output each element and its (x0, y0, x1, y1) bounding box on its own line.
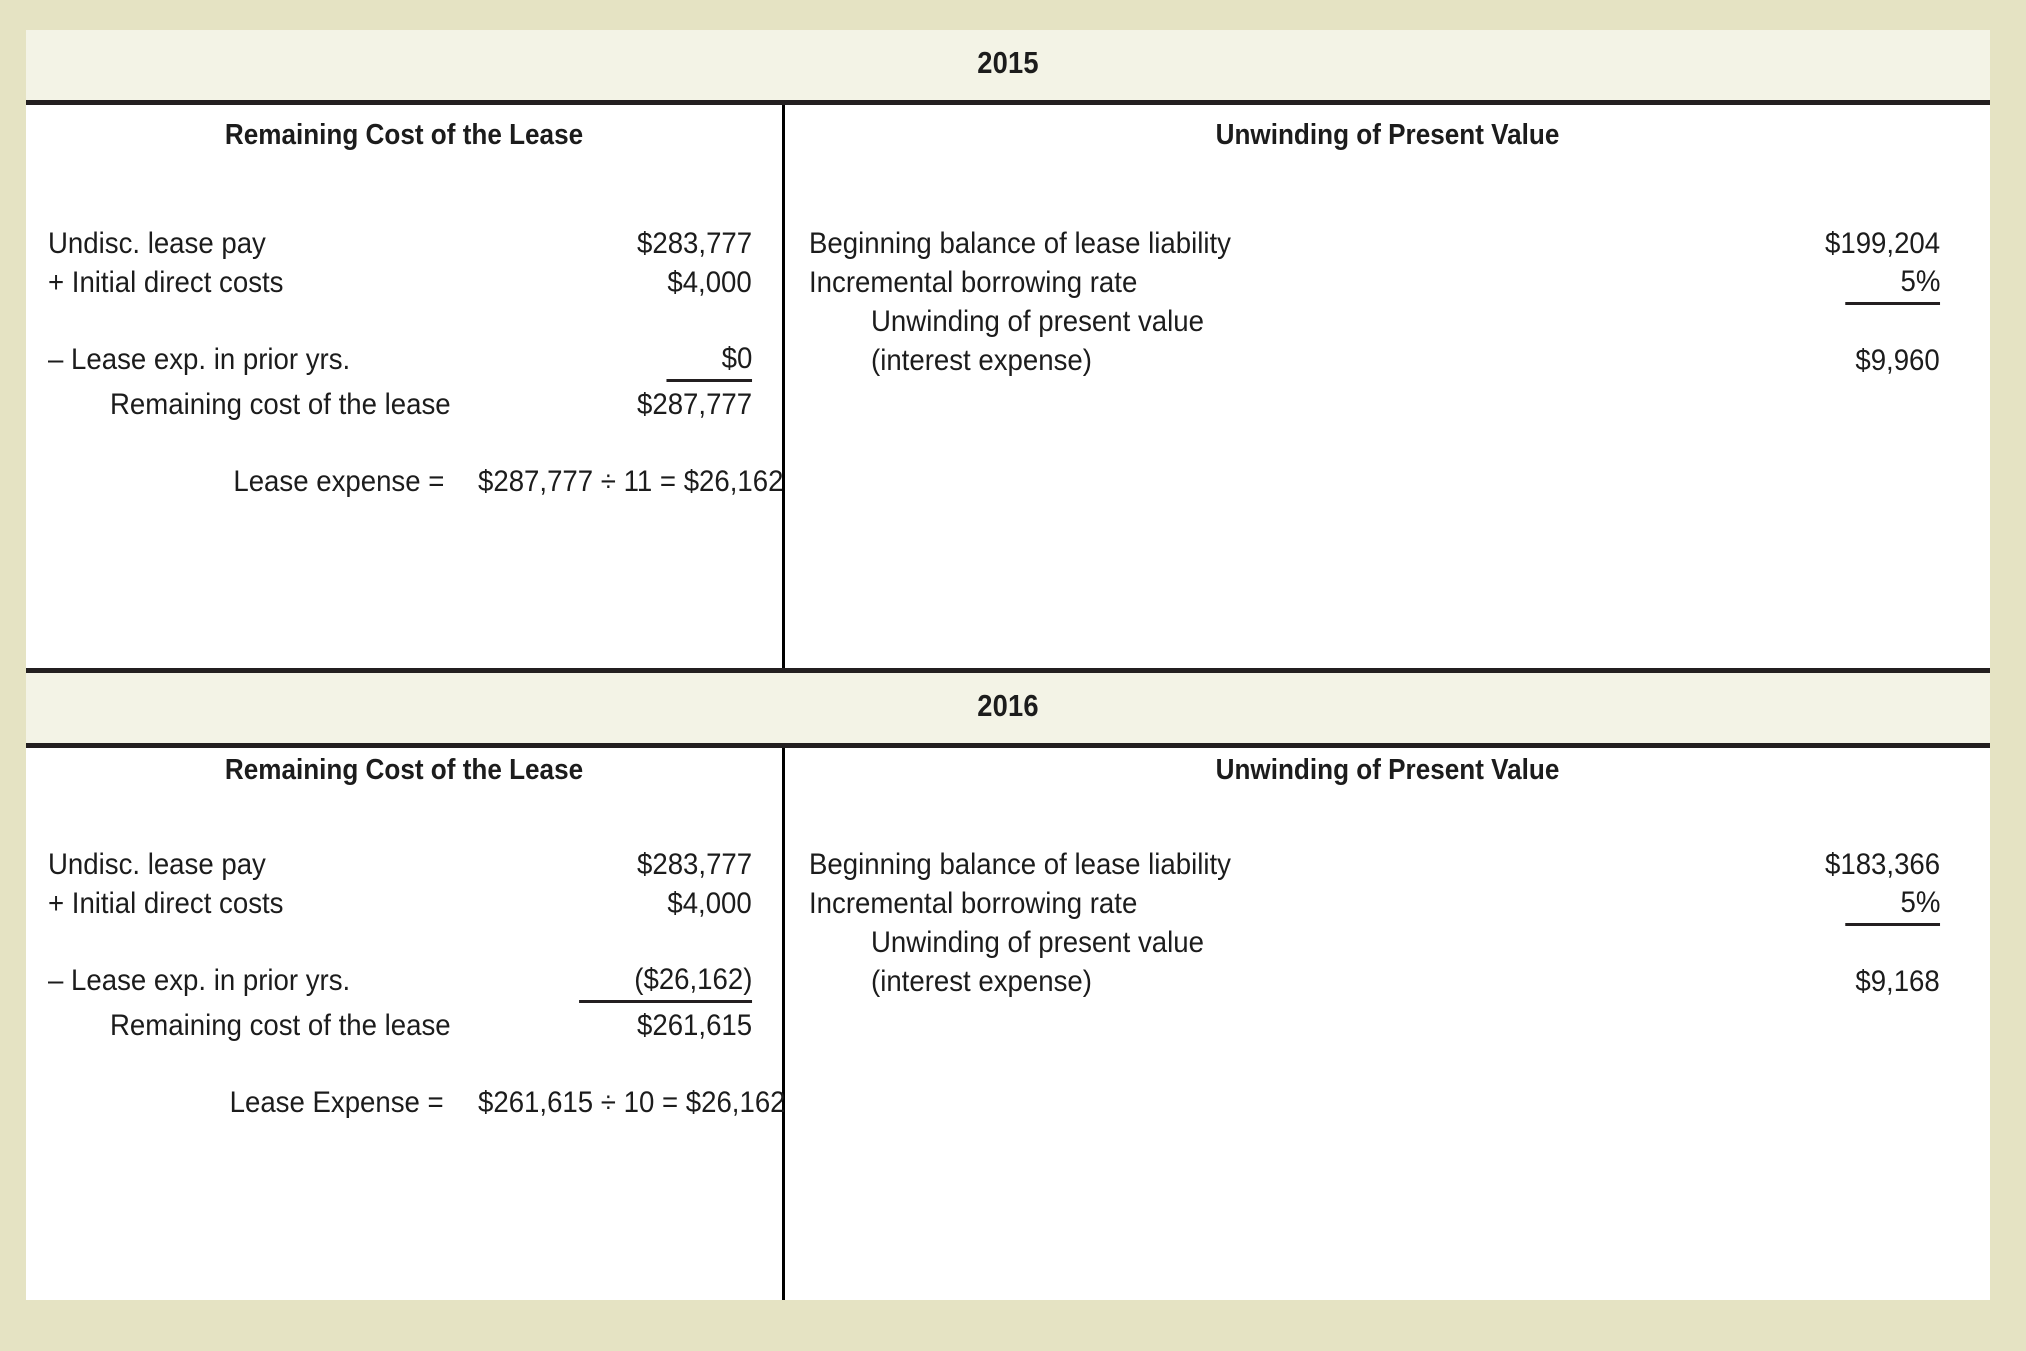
column-heading-remaining-cost: Remaining Cost of the Lease (224, 754, 584, 786)
lease-accounting-table (26, 30, 1990, 1300)
row-label: (interest expense) (871, 344, 1092, 377)
row-label: Beginning balance of lease liability (809, 227, 1231, 260)
row-value: $283,777 (636, 848, 752, 881)
row-label: – Lease exp. in prior yrs. (48, 964, 351, 997)
row-value: $4,000 (667, 266, 752, 299)
formula-label: Lease Expense = (229, 1086, 444, 1119)
year-header-band (26, 673, 1990, 743)
section-body (26, 105, 1990, 673)
row-label: Incremental borrowing rate (809, 266, 1138, 299)
lease-expense-formula (48, 460, 784, 504)
row-value: $283,777 (636, 227, 752, 260)
table-row (809, 960, 1940, 1004)
table-row (48, 1004, 752, 1048)
row-label: – Lease exp. in prior yrs. (48, 343, 351, 376)
row-value-subtotal: $0 (666, 338, 752, 382)
row-label: Unwinding of present value (871, 305, 1204, 338)
column-divider (782, 748, 785, 1300)
table-row (809, 222, 1940, 266)
table-row (809, 921, 1940, 965)
row-value: $9,960 (1855, 344, 1940, 377)
lease-expense-formula (48, 1081, 786, 1125)
table-row (809, 339, 1940, 383)
row-value: $261,615 (636, 1009, 752, 1042)
year-header-band (26, 30, 1990, 100)
row-label: Beginning balance of lease liability (809, 848, 1231, 881)
row-label: (interest expense) (871, 965, 1092, 998)
row-label: + Initial direct costs (48, 887, 284, 920)
table-row (48, 383, 752, 427)
table-row (809, 882, 1940, 926)
row-value-subtotal: 5% (1845, 882, 1940, 926)
year-label: 2015 (977, 45, 1039, 80)
column-heading-unwinding-pv: Unwinding of Present Value (1215, 754, 1560, 786)
table-row (809, 261, 1940, 305)
row-value-subtotal: ($26,162) (579, 959, 752, 1003)
table-row (48, 959, 752, 1003)
formula-label: Lease expense = (232, 465, 444, 498)
year-label: 2016 (977, 688, 1039, 723)
table-row (48, 338, 752, 382)
table-row (48, 843, 752, 887)
row-label: Remaining cost of the lease (110, 1009, 451, 1042)
row-label: Undisc. lease pay (48, 848, 266, 881)
row-value: $287,777 (636, 388, 752, 421)
row-label: Unwinding of present value (871, 926, 1204, 959)
table-row (809, 843, 1940, 887)
row-value: $183,366 (1824, 848, 1940, 881)
row-label: Remaining cost of the lease (110, 388, 451, 421)
row-label: Undisc. lease pay (48, 227, 266, 260)
row-label: + Initial direct costs (48, 266, 284, 299)
row-label: Incremental borrowing rate (809, 887, 1138, 920)
column-heading-unwinding-pv: Unwinding of Present Value (1215, 119, 1560, 151)
row-value: $4,000 (667, 887, 752, 920)
column-divider (782, 105, 785, 673)
column-heading-remaining-cost: Remaining Cost of the Lease (224, 119, 584, 151)
formula-expression: $261,615 ÷ 10 = $26,162 (478, 1086, 786, 1119)
horizontal-rule (26, 668, 1990, 673)
row-value: $9,168 (1855, 965, 1940, 998)
table-row (48, 261, 752, 305)
table-row (809, 300, 1940, 344)
table-row (48, 882, 752, 926)
row-value-subtotal: 5% (1845, 261, 1940, 305)
table-row (48, 222, 752, 266)
row-value: $199,204 (1824, 227, 1940, 260)
formula-expression: $287,777 ÷ 11 = $26,162 (478, 465, 784, 498)
section-body (26, 748, 1990, 1300)
